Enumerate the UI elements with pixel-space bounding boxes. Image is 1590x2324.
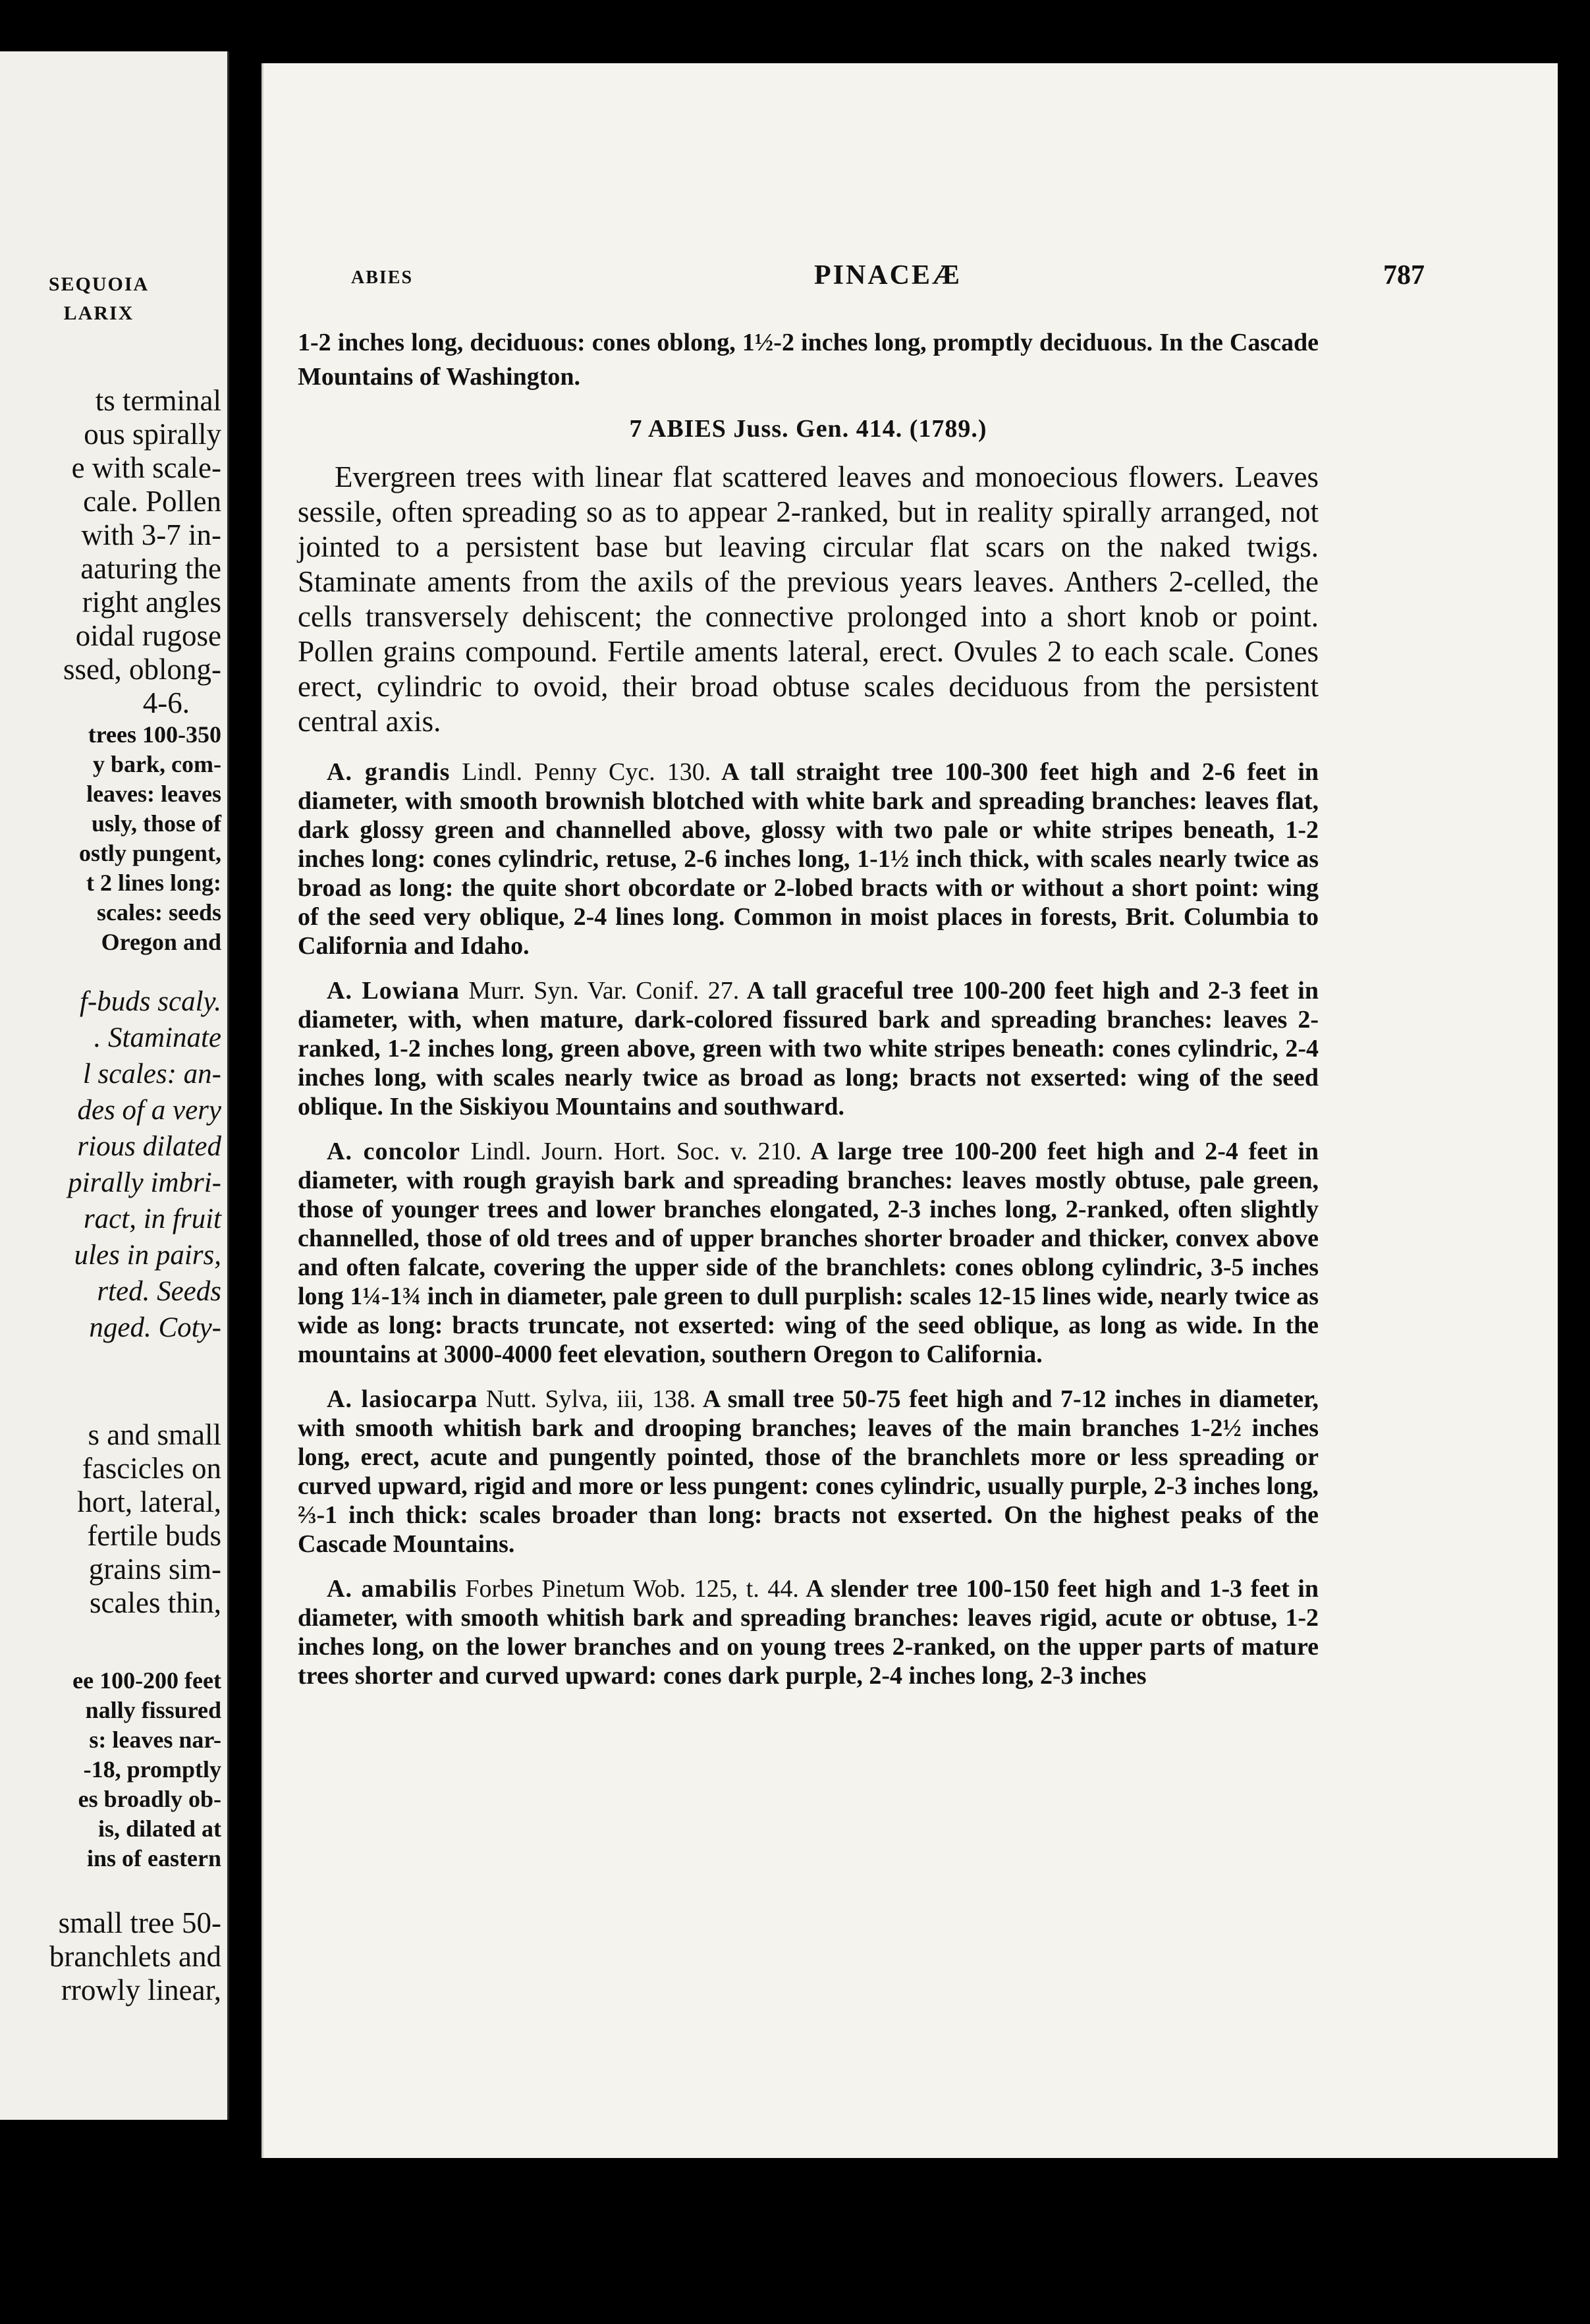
species-name: A. amabilis — [327, 1575, 457, 1603]
left-text-line: s: leaves nar- — [89, 1727, 221, 1753]
left-text-line: rted. Seeds — [97, 1276, 221, 1307]
species-authority: Nutt. Sylva, iii, 138. — [485, 1385, 696, 1413]
species-name: A. concolor — [327, 1138, 460, 1165]
left-running-head-line: LARIX — [63, 302, 134, 324]
left-text-line: nged. Coty- — [89, 1312, 221, 1343]
left-text-line: with 3-7 in- — [81, 518, 221, 551]
species-authority: Lindl. Journ. Hort. Soc. v. 210. — [470, 1138, 802, 1165]
left-text-line: is, dilated at — [97, 1815, 221, 1842]
left-running-head-line: SEQUOIA — [48, 273, 150, 295]
left-text-line: t 2 lines long: — [86, 870, 221, 896]
left-text-line: right angles — [82, 586, 221, 619]
page-number: 787 — [1383, 260, 1425, 290]
running-head-left: ABIES — [351, 267, 414, 288]
left-text-line: e with scale- — [71, 451, 221, 484]
species-authority: Lindl. Penny Cyc. 130. — [462, 758, 711, 786]
species-authority: Forbes Pinetum Wob. 125, t. 44. — [465, 1575, 799, 1603]
species-name: A. Lowiana — [327, 977, 460, 1005]
running-head-title: PINACEÆ — [813, 260, 962, 290]
left-text-line: s and small — [88, 1418, 221, 1451]
species-entry — [298, 1137, 1319, 1369]
species-description: A small tree 50-75 feet high and 7-12 inches in diameter, with smooth whitish bark and drooping branches; leaves of the main branches 1-2½ inches long, erect, acute and pungently pointed, those of the branchlets more or less spreading or curved upward, rigid and more or less pungent: cones cylindric, usually purple, 2-3 inches long, ⅔-1 inch thick: scales broader than long: bracts not exserted. On the highest peaks of the Cascade Mountains. — [298, 1385, 1319, 1558]
left-text-line: -18, promptly — [83, 1756, 221, 1783]
species-description: A slender tree 100-150 feet high and 1-3 feet in diameter, with smooth whitish bark and spreading branches: leaves rigid, acute or obtuse, 1-2 inches long, on the lower branches and on young trees 2-ranked, on the upper parts of mature trees shorter and curved upward: cones dark purple, 2-4 inches long, 2-3 inches — [298, 1575, 1319, 1690]
species-entry — [298, 758, 1319, 960]
left-text-line: f-buds scaly. — [80, 986, 221, 1017]
left-text-line: ee 100-200 feet — [72, 1667, 221, 1694]
left-text-line: ssed, oblong- — [63, 653, 221, 686]
left-running-head — [26, 270, 171, 328]
left-text-line: small tree 50- — [58, 1906, 221, 1939]
left-text-line: ract, in fruit — [83, 1204, 221, 1234]
left-text-line: nally fissured — [85, 1697, 221, 1723]
left-text-line: fertile buds — [87, 1519, 221, 1552]
left-text-line: ins of eastern — [87, 1845, 221, 1871]
left-text-line: usly, those of — [91, 810, 221, 837]
left-text-line: rrowly linear, — [61, 1974, 221, 2006]
left-text-line: 4-6. — [142, 686, 190, 719]
left-text-line: aaturing the — [80, 552, 221, 585]
species-name: A. lasiocarpa — [327, 1385, 478, 1413]
left-text-line: y bark, com- — [93, 751, 221, 777]
species-entry — [298, 1385, 1319, 1559]
right-page — [261, 63, 1558, 2158]
species-entry — [298, 1574, 1319, 1690]
left-text-line: ts terminal — [95, 384, 221, 417]
species-name: A. grandis — [327, 758, 451, 786]
left-page-text — [0, 384, 221, 2007]
left-text-line: hort, lateral, — [77, 1485, 221, 1518]
page-header — [351, 260, 1425, 299]
left-text-line: grains sim- — [88, 1553, 221, 1586]
left-text-line: . Staminate — [94, 1022, 221, 1053]
left-text-line: pirally imbri- — [68, 1167, 221, 1198]
species-entry — [298, 976, 1319, 1121]
left-text-line: ules in pairs, — [74, 1240, 221, 1271]
left-text-line: trees 100-350 — [88, 721, 221, 748]
left-text-line: oidal rugose — [75, 619, 221, 652]
left-text-line: Oregon and — [101, 929, 221, 955]
left-text-line: scales: seeds — [97, 899, 221, 926]
left-text-line: leaves: leaves — [86, 781, 221, 807]
left-text-line: branchlets and — [49, 1940, 221, 1973]
genus-description: Evergreen trees with linear flat scattered leaves and monoecious flowers. Leaves sessile, often spreading so as to appear 2-ranked, but in reality spirally arranged, not jointed to a persistent base but leaving circular flat scars on the naked twigs. Staminate aments from the axils of the previous years leaves. Anthers 2-celled, the cells transversely dehiscent; the connective prolonged into a short knob or point. Pollen grains compound. Fertile aments lateral, erect. Ovules 2 to each scale. Cones erect, cylindric to ovoid, their broad obtuse scales deciduous from the persistent central axis. — [298, 460, 1319, 738]
left-text-line: scales thin, — [90, 1586, 221, 1619]
left-text-line: l scales: an- — [82, 1059, 221, 1090]
left-text-line: es broadly ob- — [78, 1786, 221, 1812]
genus-heading: 7 ABIES Juss. Gen. 414. (1789.) — [629, 415, 987, 443]
species-description: A large tree 100-200 feet high and 2-4 feet in diameter, with rough grayish bark and spreading branches: leaves mostly obtuse, pale green, those of younger trees and lower branches elongated, 2-3 inches long, 2-ranked, often slightly channelled, those of old trees and of upper branches shorter broader and thicker, convex above and often falcate, covering the upper side of the branchlets: cones oblong cylindric, 3-5 inches long 1¼-1¾ inch in diameter, pale green to dull purplish: scales 12-15 lines wide, nearly twice as wide as long: bracts truncate, not exserted: wing of the seed oblique, as long as wide. In the mountains at 3000-4000 feet elevation, southern Oregon to California. — [298, 1138, 1319, 1368]
left-text-line: fascicles on — [82, 1452, 221, 1485]
species-description: A tall straight tree 100-300 feet high and 2-6 feet in diameter, with smooth brownish blotched with white bark and spreading branches: leaves flat, dark glossy green and channelled above, glossy with two pale or white stripes beneath, 1-2 inches long: cones cylindric, retuse, 2-6 inches long, 1-1½ inch thick, with scales nearly twice as broad as long: the quite short obcordate or 2-lobed bracts with or without a short point: wing of the seed very oblique, 2-4 lines long. Common in moist places in forests, Brit. Columbia to California and Idaho. — [298, 758, 1319, 960]
main-text-column — [298, 325, 1319, 1706]
species-authority: Murr. Syn. Var. Conif. 27. — [468, 977, 740, 1005]
left-page — [0, 51, 229, 2120]
left-text-line: des of a very — [77, 1095, 221, 1126]
continuation-text: 1-2 inches long, deciduous: cones oblong, 1½-2 inches long, promptly deciduous. In the Cascade Mountains of Washington. — [298, 329, 1319, 391]
left-text-line: rious dilated — [77, 1131, 221, 1162]
left-text-line: ostly pungent, — [78, 840, 221, 866]
left-text-line: cale. Pollen — [83, 485, 221, 518]
left-text-line: ous spirally — [84, 418, 221, 451]
species-description: A tall graceful tree 100-200 feet high and 2-3 feet in diameter, with, when mature, dark-colored fissured bark and spreading branches: leaves 2-ranked, 1-2 inches long, green above, green with two white stripes beneath: cones cylindric, 2-4 inches long, with scales nearly twice as broad as long; bracts not exserted: wing of the seed oblique. In the Siskiyou Mountains and southward. — [298, 977, 1319, 1120]
